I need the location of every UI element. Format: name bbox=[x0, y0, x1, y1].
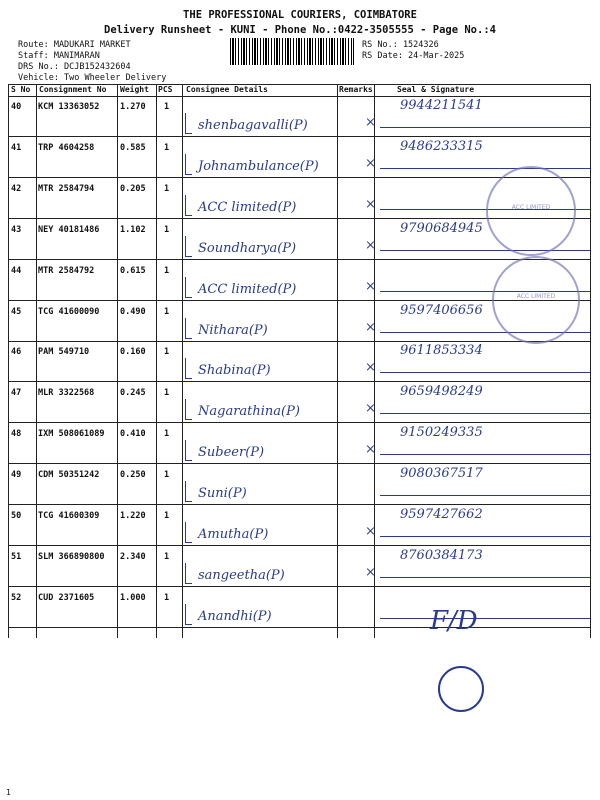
consignee-bracket bbox=[185, 277, 192, 298]
pcs-cell: 1 bbox=[164, 592, 170, 603]
pcs-cell: 1 bbox=[164, 265, 170, 276]
consignee-name: Nagarathina(P) bbox=[198, 404, 300, 420]
fd-note: F/D bbox=[430, 606, 478, 636]
table-row bbox=[8, 506, 590, 546]
consignment-cell: PAM 549710 bbox=[38, 347, 90, 358]
consignee-bracket bbox=[185, 318, 192, 339]
seal-stamp: ACC LIMITED bbox=[492, 256, 580, 344]
table-row bbox=[8, 424, 590, 464]
sno-cell: 50 bbox=[11, 511, 22, 521]
sno-cell: 41 bbox=[11, 142, 22, 153]
receiver-phone: 9659498249 bbox=[400, 384, 483, 400]
consignee-name: Shabina(P) bbox=[198, 363, 271, 379]
consignee-name: Subeer(P) bbox=[198, 445, 265, 461]
remark-mark: × bbox=[365, 360, 376, 376]
consignment-cell: MLR 3322568 bbox=[38, 388, 95, 399]
signature-line bbox=[380, 563, 590, 578]
remark-mark: × bbox=[365, 524, 376, 539]
route-field: Route: MADUKARI MARKET bbox=[18, 40, 131, 50]
sno-cell: 49 bbox=[11, 470, 22, 481]
pcs-cell: 1 bbox=[164, 511, 170, 521]
consignee-name: ACC limited(P) bbox=[198, 199, 297, 215]
vehicle-field: Vehicle: Two Wheeler Delivery bbox=[18, 73, 167, 83]
receiver-phone: 9597406656 bbox=[400, 302, 483, 318]
consignee-bracket bbox=[185, 154, 192, 175]
consignee-name: Johnambulance(P) bbox=[198, 158, 319, 174]
table-row bbox=[8, 342, 590, 382]
consignment-cell: TCG 41600309 bbox=[38, 511, 100, 521]
consignee-bracket bbox=[185, 399, 192, 420]
receiver-phone: 9080367517 bbox=[400, 466, 483, 482]
remark-mark: × bbox=[365, 237, 376, 253]
pcs-cell: 1 bbox=[164, 551, 170, 562]
weight-cell: 2.340 bbox=[120, 551, 146, 562]
remark-mark: × bbox=[365, 278, 376, 294]
sno-cell: 52 bbox=[11, 592, 22, 603]
table-row bbox=[8, 97, 590, 137]
consignee-name: sangeetha(P) bbox=[198, 567, 285, 583]
table-row bbox=[8, 383, 590, 423]
sno-cell: 44 bbox=[11, 265, 22, 276]
weight-cell: 0.250 bbox=[120, 470, 146, 481]
col-header-sno: S No bbox=[11, 85, 31, 94]
weight-cell: 0.160 bbox=[120, 347, 146, 358]
col-header-signature: Seal & Signature bbox=[397, 85, 475, 94]
sno-cell: 46 bbox=[11, 347, 22, 358]
consignment-cell: CDM 50351242 bbox=[38, 470, 100, 481]
page-mark: 1 bbox=[6, 788, 11, 797]
sno-cell: 47 bbox=[11, 388, 22, 399]
receiver-phone: 9944211541 bbox=[400, 98, 483, 113]
consignee-name: ACC limited(P) bbox=[198, 281, 297, 297]
runsheet-subtitle: Delivery Runsheet - KUNI - Phone No.:0422-3505555 - Page No.:4 bbox=[104, 24, 496, 36]
consignee-bracket bbox=[185, 440, 192, 461]
consignee-name: Soundharya(P) bbox=[198, 240, 297, 256]
table-row bbox=[8, 138, 590, 178]
signature-line bbox=[380, 522, 590, 537]
remark-mark: × bbox=[365, 564, 376, 580]
runsheet-title: THE PROFESSIONAL COURIERS, COIMBATORE bbox=[183, 9, 417, 21]
consignment-cell: CUD 2371605 bbox=[38, 592, 95, 603]
signature-line bbox=[380, 113, 590, 128]
remark-mark: × bbox=[365, 401, 376, 417]
weight-cell: 0.245 bbox=[120, 388, 146, 399]
sno-cell: 45 bbox=[11, 306, 22, 317]
receiver-phone: 9150249335 bbox=[400, 425, 483, 441]
table-row bbox=[8, 588, 590, 628]
signature-line bbox=[380, 358, 590, 373]
signature-line bbox=[380, 154, 590, 169]
pcs-cell: 1 bbox=[164, 347, 170, 358]
receiver-phone: 9486233315 bbox=[400, 138, 483, 154]
sno-cell: 40 bbox=[11, 102, 22, 112]
consignee-bracket bbox=[185, 563, 192, 584]
weight-cell: 1.270 bbox=[120, 102, 146, 112]
consignee-name: Suni(P) bbox=[198, 486, 247, 502]
weight-cell: 0.205 bbox=[120, 183, 146, 194]
remark-mark: × bbox=[365, 196, 376, 212]
rs-date-field: RS Date: 24-Mar-2025 bbox=[362, 51, 465, 61]
col-header-remarks: Remarks bbox=[339, 85, 373, 94]
sno-cell: 51 bbox=[11, 551, 22, 562]
col-header-consignment: Consignment No bbox=[39, 85, 107, 94]
receiver-phone: 9597427662 bbox=[400, 507, 483, 522]
signature-line bbox=[380, 440, 590, 455]
pcs-cell: 1 bbox=[164, 388, 170, 399]
weight-cell: 0.490 bbox=[120, 306, 146, 317]
signature-line bbox=[380, 481, 590, 496]
pcs-cell: 1 bbox=[164, 142, 170, 153]
pcs-cell: 1 bbox=[164, 470, 170, 481]
consignee-name: Anandhi(P) bbox=[198, 608, 272, 624]
remark-mark: × bbox=[365, 319, 376, 335]
signature-line bbox=[380, 604, 590, 619]
pcs-cell: 1 bbox=[164, 102, 170, 112]
receiver-phone: 9611853334 bbox=[400, 343, 483, 359]
col-header-consignee: Consignee Details bbox=[186, 85, 268, 94]
consignee-bracket bbox=[185, 522, 192, 543]
table-row bbox=[8, 465, 590, 505]
weight-cell: 1.000 bbox=[120, 592, 146, 603]
pcs-cell: 1 bbox=[164, 306, 170, 317]
sno-cell: 48 bbox=[11, 429, 22, 440]
pcs-cell: 1 bbox=[164, 183, 170, 194]
receiver-phone: 9790684945 bbox=[400, 220, 483, 236]
drs-field: DRS No.: DCJB152432604 bbox=[18, 62, 131, 72]
weight-cell: 0.410 bbox=[120, 429, 146, 440]
signature-line bbox=[380, 399, 590, 414]
seal-stamp: ACC LIMITED bbox=[486, 166, 576, 256]
pcs-cell: 1 bbox=[164, 224, 170, 235]
handwritten-circle bbox=[438, 666, 484, 712]
col-header-pcs: PCS bbox=[158, 85, 173, 94]
remark-mark: × bbox=[365, 155, 376, 171]
sno-cell: 43 bbox=[11, 224, 22, 235]
consignment-cell: MTR 2584792 bbox=[38, 265, 95, 276]
consignee-name: Amutha(P) bbox=[198, 527, 269, 542]
weight-cell: 1.220 bbox=[120, 511, 146, 521]
consignment-cell: TRP 4604258 bbox=[38, 142, 95, 153]
pcs-cell: 1 bbox=[164, 429, 170, 440]
weight-cell: 0.585 bbox=[120, 142, 146, 153]
rs-number-field: RS No.: 1524326 bbox=[362, 40, 439, 50]
consignee-bracket bbox=[185, 195, 192, 216]
weight-cell: 1.102 bbox=[120, 224, 146, 235]
table-row bbox=[8, 547, 590, 587]
consignee-bracket bbox=[185, 236, 192, 257]
receiver-phone: 8760384173 bbox=[400, 547, 483, 563]
consignment-cell: MTR 2584794 bbox=[38, 183, 95, 194]
remark-mark: × bbox=[365, 115, 376, 130]
consignee-name: shenbagavalli(P) bbox=[198, 118, 308, 133]
consignment-cell: IXM 508061089 bbox=[38, 429, 105, 440]
weight-cell: 0.615 bbox=[120, 265, 146, 276]
consignment-cell: NEY 40181486 bbox=[38, 224, 100, 235]
col-header-weight: Weight bbox=[120, 85, 149, 94]
consignee-bracket bbox=[185, 113, 192, 134]
consignment-cell: SLM 366890800 bbox=[38, 551, 105, 562]
consignment-cell: TCG 41600090 bbox=[38, 306, 100, 317]
consignee-bracket bbox=[185, 604, 192, 625]
consignee-name: Nithara(P) bbox=[198, 322, 268, 338]
sno-cell: 42 bbox=[11, 183, 22, 194]
consignee-bracket bbox=[185, 481, 192, 502]
remark-mark: × bbox=[365, 442, 376, 458]
barcode bbox=[230, 38, 354, 65]
staff-field: Staff: MANIMARAN bbox=[18, 51, 100, 61]
consignment-cell: KCM 13363052 bbox=[38, 102, 100, 112]
consignee-bracket bbox=[185, 358, 192, 379]
